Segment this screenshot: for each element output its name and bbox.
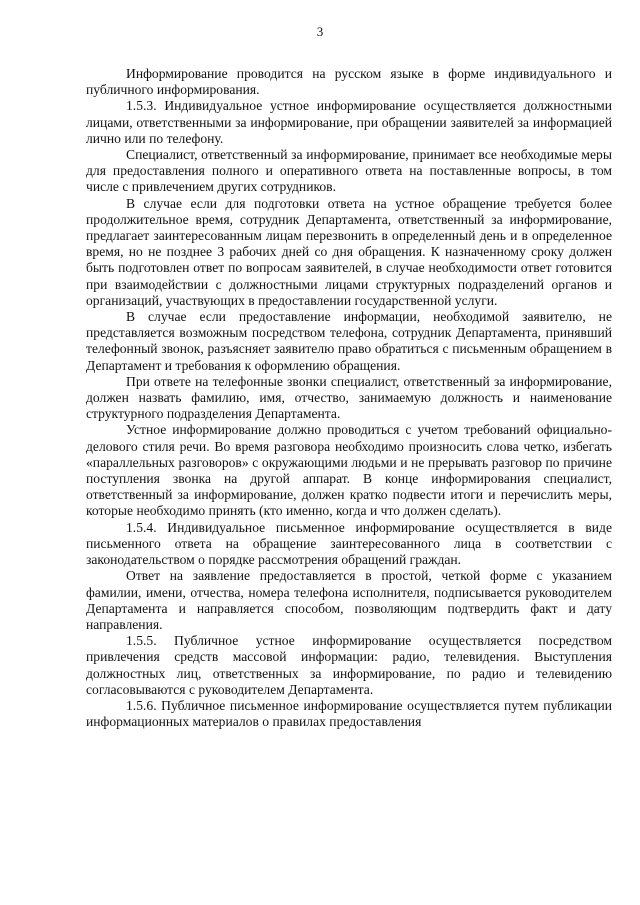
paragraph-informing-language: Информирование проводится на русском языке в форме индивидуального и публичного информирования.: [86, 66, 612, 98]
paragraph-reply-form: Ответ на заявление предоставляется в простой, четкой форме с указанием фамилии, имени, отчества, номера телефона исполнителя, подписывается руководителем Департамента и направляется способом, позволяющим подтвердить факт и дату направления.: [86, 568, 612, 632]
paragraph-1-5-4: 1.5.4. Индивидуальное письменное информирование осуществляется в виде письменного ответа на обращение заинтересованного лица в соответствии с законодательством о порядке рассмотрения обращений граждан.: [86, 519, 612, 568]
paragraph-speech-style: Устное информирование должно проводиться с учетом требований официально-делового стиля речи. Во время разговора необходимо произносить слова четко, избегать «параллельных разговоров» с окружающими людьми и не прерывать разговор по причине поступления звонка на другой аппарат. В конце информирования специалист, ответственный за информирование, должен кратко подвести итоги и перечислить меры, которые необходимо принять (кто именно, когда и что должен сделать).: [86, 422, 612, 519]
paragraph-callback-procedure: В случае если для подготовки ответа на устное обращение требуется более продолжительное время, сотрудник Департамента, ответственный за информирование, предлагает заинтересованным лицам перезвонить в определенный день и в определенное время, но не позднее 3 рабочих дней со дня обращения. К назначенному сроку должен быть подготовлен ответ по вопросам заявителей, в случае необходимости ответ готовится при взаимодействии с должностными лицами структурных подразделений органов и организаций, участвующих в предоставлении государственной услуги.: [86, 195, 612, 308]
document-body: [86, 66, 612, 730]
paragraph-1-5-6: 1.5.6. Публичное письменное информирование осуществляется путем публикации информационных материалов о правилах предоставления: [86, 697, 612, 730]
paragraph-written-appeal-right: В случае если предоставление информации, необходимой заявителю, не представляется возможным посредством телефона, сотрудник Департамента, принявший телефонный звонок, разъясняет заявителю право обратиться с письменным обращением в Департамент и требования к оформлению обращения.: [86, 309, 612, 373]
paragraph-specialist-measures: Специалист, ответственный за информирование, принимает все необходимые меры для предоставления полного и оперативного ответа на поставленные вопросы, в том числе с привлечением других сотрудников.: [86, 147, 612, 195]
paragraph-phone-introduction: При ответе на телефонные звонки специалист, ответственный за информирование, должен назвать фамилию, имя, отчество, занимаемую должность и наименование структурного подразделения Департамента.: [86, 373, 612, 422]
paragraph-1-5-5: 1.5.5. Публичное устное информирование осуществляется посредством привлечения средств массовой информации: радио, телевидения. Выступления должностных лиц, ответственных за информирование, по радио и телевидению согласовываются с руководителем Департамента.: [86, 633, 612, 697]
page-number: 3: [316, 24, 324, 39]
paragraph-1-5-3: 1.5.3. Индивидуальное устное информирование осуществляется должностными лицами, ответственными за информирование, при обращении заявителей за информацией лично или по телефону.: [86, 98, 612, 146]
